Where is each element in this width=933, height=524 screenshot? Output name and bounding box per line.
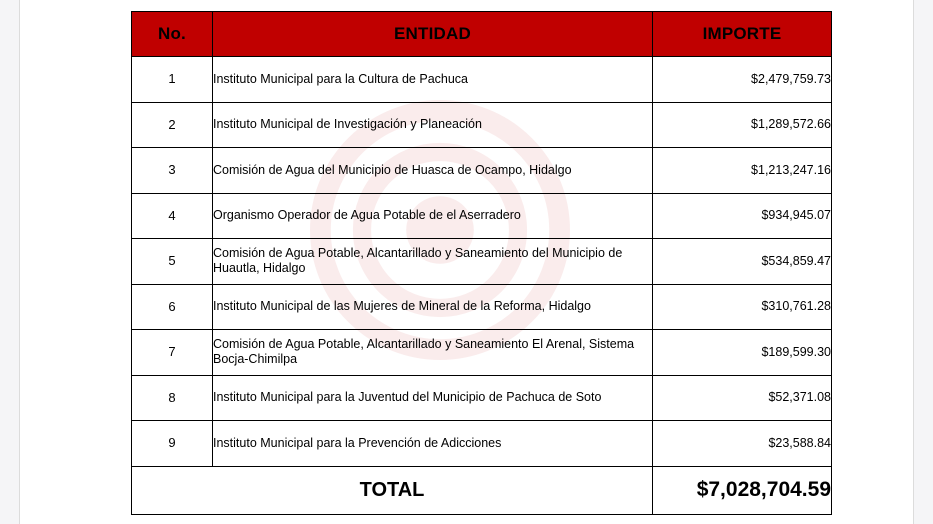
table-row xyxy=(132,148,832,194)
row-number: 7 xyxy=(132,330,213,376)
total-value: $7,028,704.59 xyxy=(653,466,832,514)
table-row xyxy=(132,57,832,103)
row-entidad: Instituto Municipal de Investigación y Planeación xyxy=(213,102,653,148)
table-row xyxy=(132,284,832,330)
table-row xyxy=(132,102,832,148)
row-importe: $934,945.07 xyxy=(653,193,832,239)
row-number: 1 xyxy=(132,57,213,103)
row-number: 5 xyxy=(132,239,213,285)
table-row xyxy=(132,239,832,285)
total-row xyxy=(132,466,832,514)
row-importe: $310,761.28 xyxy=(653,284,832,330)
row-importe: $1,213,247.16 xyxy=(653,148,832,194)
table-row xyxy=(132,375,832,421)
row-importe: $1,289,572.66 xyxy=(653,102,832,148)
row-entidad: Comisión de Agua Potable, Alcantarillado y Saneamiento El Arenal, Sistema Bocja-Chimilpa xyxy=(213,330,653,376)
row-number: 4 xyxy=(132,193,213,239)
header-entidad: ENTIDAD xyxy=(213,12,653,57)
row-importe: $52,371.08 xyxy=(653,375,832,421)
row-importe: $534,859.47 xyxy=(653,239,832,285)
row-importe: $23,588.84 xyxy=(653,421,832,467)
row-entidad: Instituto Municipal para la Cultura de Pachuca xyxy=(213,57,653,103)
row-entidad: Instituto Municipal de las Mujeres de Mineral de la Reforma, Hidalgo xyxy=(213,284,653,330)
row-number: 3 xyxy=(132,148,213,194)
entities-table xyxy=(131,11,832,515)
total-label: TOTAL xyxy=(132,466,653,514)
document-page xyxy=(19,0,914,524)
row-number: 8 xyxy=(132,375,213,421)
table-row xyxy=(132,193,832,239)
header-importe: IMPORTE xyxy=(653,12,832,57)
table-row xyxy=(132,330,832,376)
row-importe: $2,479,759.73 xyxy=(653,57,832,103)
table-row xyxy=(132,421,832,467)
row-number: 2 xyxy=(132,102,213,148)
row-importe: $189,599.30 xyxy=(653,330,832,376)
row-number: 9 xyxy=(132,421,213,467)
row-entidad: Comisión de Agua del Municipio de Huasca de Ocampo, Hidalgo xyxy=(213,148,653,194)
row-entidad: Instituto Municipal para la Juventud del Municipio de Pachuca de Soto xyxy=(213,375,653,421)
row-entidad: Instituto Municipal para la Prevención de Adicciones xyxy=(213,421,653,467)
table-header-row xyxy=(132,12,832,57)
row-number: 6 xyxy=(132,284,213,330)
row-entidad: Comisión de Agua Potable, Alcantarillado y Saneamiento del Municipio de Huautla, Hidalgo xyxy=(213,239,653,285)
row-entidad: Organismo Operador de Agua Potable de el Aserradero xyxy=(213,193,653,239)
header-no: No. xyxy=(132,12,213,57)
